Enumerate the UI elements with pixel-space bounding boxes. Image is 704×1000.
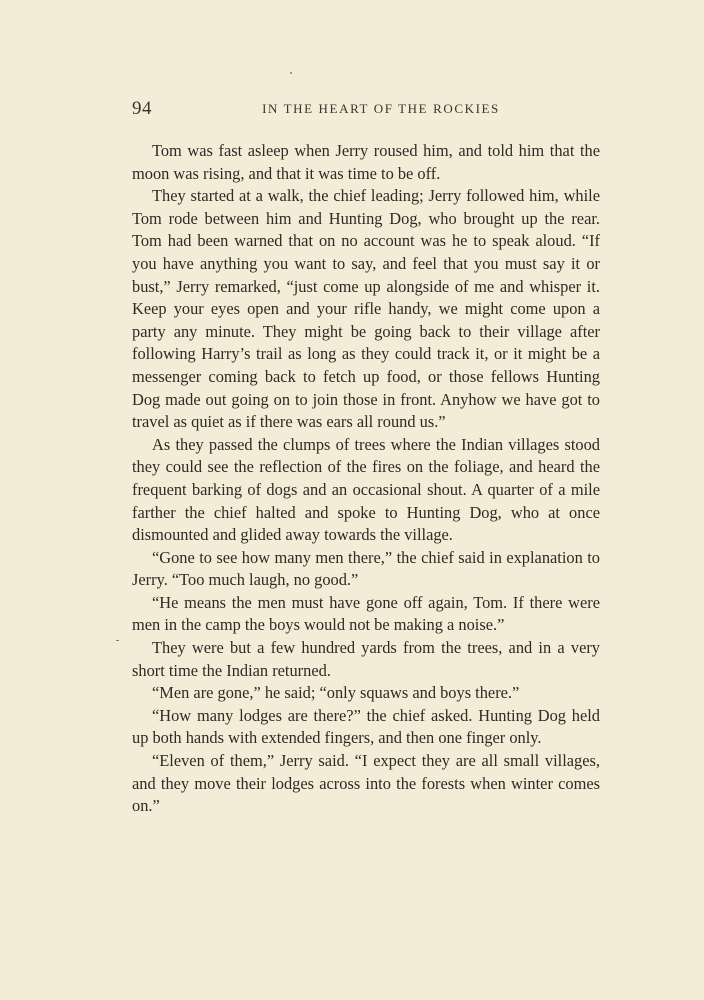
paper-speck xyxy=(290,72,292,74)
paper-speck xyxy=(116,640,119,641)
paragraph: They were but a few hundred yards from the trees, and in a very short time the Indian returned. xyxy=(132,638,600,680)
paragraph: Tom was fast asleep when Jerry roused him, and told him that the moon was rising, and that it was time to be off. xyxy=(132,141,600,183)
page-header xyxy=(132,98,600,122)
paragraph: “Eleven of them,” Jerry said. “I expect they are all small villages, and they move their lodges across into the forests when winter comes on.” xyxy=(132,751,600,816)
paragraph: They started at a walk, the chief leading; Jerry followed him, while Tom rode between him and Hunting Dog, who brought up the rear. Tom had been warned that on no account was he to speak aloud. “If you have anything you want to say, and feel that you must say it or bust,” Jerry remarked, “just come up alongside of me and whisper it. Keep your eyes open and your rifle handy, we might come upon a party any minute. They might be going back to their village after following Harry’s trail as long as they could track it, or it might be a messenger coming back to fetch up food, or those fellows Hunting Dog made out going on to join those in front. Anyhow we have got to travel as quiet as if there was ears all round us.” xyxy=(132,186,600,432)
page-number: 94 xyxy=(132,98,152,119)
body-text xyxy=(132,140,600,818)
paragraph: “Men are gone,” he said; “only squaws and boys there.” xyxy=(152,683,520,703)
paragraph: As they passed the clumps of trees where the Indian villages stood they could see the reflection of the fires on the foliage, and heard the frequent barking of dogs and an occasional shout. A quarter of a mile farther the chief halted and spoke to Hunting Dog, who at once dismounted and glided away towards the village. xyxy=(132,434,600,545)
paragraph: “Gone to see how many men there,” the chief said in explanation to Jerry. “Too much laugh, no good.” xyxy=(132,547,600,590)
paragraph: “He means the men must have gone off again, Tom. If there were men in the camp the boys would not be making a noise.” xyxy=(132,592,600,635)
running-head: IN THE HEART OF THE ROCKIES xyxy=(262,101,500,116)
paragraph: “How many lodges are there?” the chief asked. Hunting Dog held up both hands with extended fingers, and then one finger only. xyxy=(132,705,600,748)
